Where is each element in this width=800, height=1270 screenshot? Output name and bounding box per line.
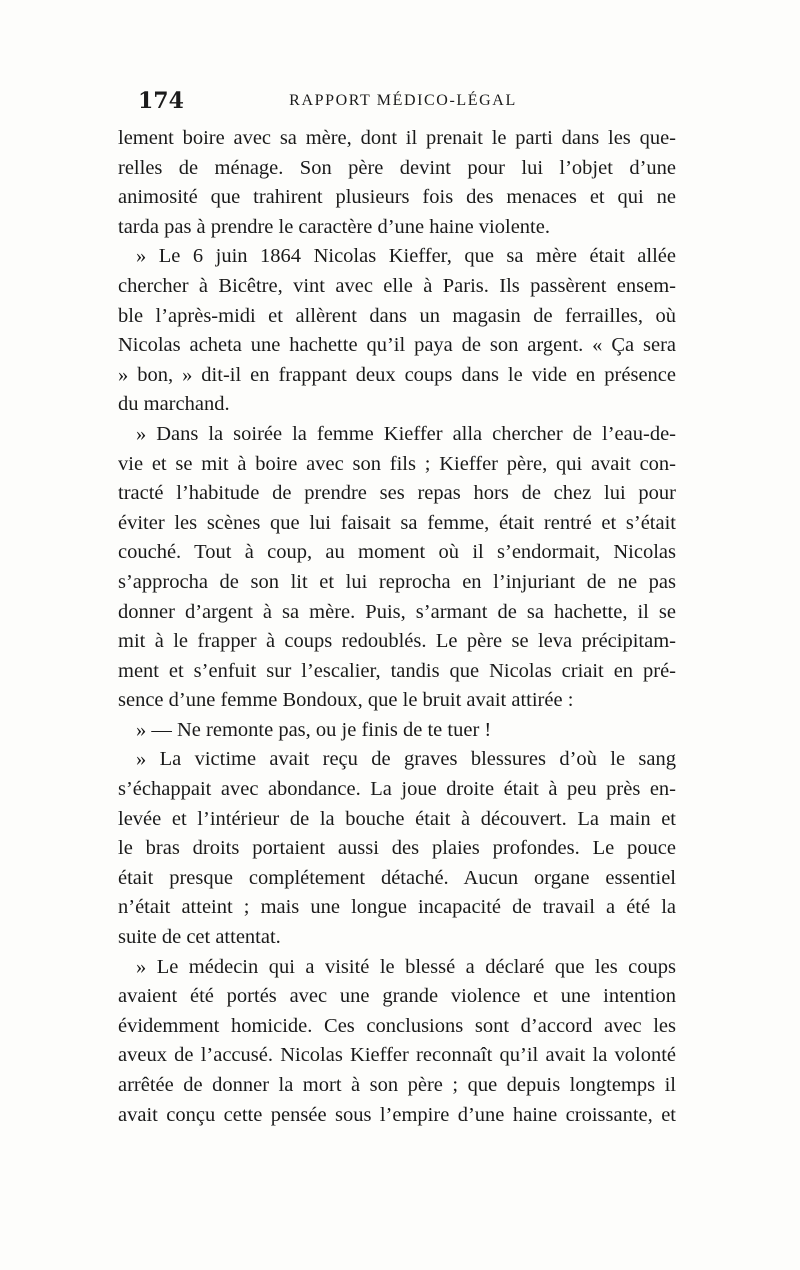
text-line: couché. Tout à coup, au moment où il s’endormait, Nicolas [118, 541, 676, 564]
text-line: Nicolas acheta une hachette qu’il paya de son argent. « Ça sera [118, 334, 676, 357]
text-line: vie et se mit à boire avec son fils ; Kieffer père, qui avait con- [118, 452, 676, 475]
body-text [118, 124, 676, 1130]
text-line: mit à le frapper à coups redoublés. Le père se leva précipitam- [118, 630, 676, 653]
running-title: RAPPORT MÉDICO-LÉGAL [289, 92, 517, 109]
text-line: avait conçu cette pensée sous l’empire d’une haine croissante, et [118, 1103, 676, 1126]
text-line: ment et s’enfuit sur l’escalier, tandis que Nicolas criait en pré- [118, 659, 676, 682]
text-line: éviter les scènes que lui faisait sa femme, était rentré et s’était [118, 511, 676, 534]
text-line: » Dans la soirée la femme Kieffer alla chercher de l’eau-de- [136, 422, 676, 445]
text-line: lement boire avec sa mère, dont il prenait le parti dans les que- [118, 127, 676, 149]
text-line: tracté l’habitude de prendre ses repas hors de chez lui pour [118, 482, 676, 505]
text-line: ble l’après-midi et allèrent dans un magasin de ferrailles, où [118, 304, 676, 327]
text-line: animosité que trahirent plusieurs fois des menaces et qui ne [118, 186, 676, 209]
page-header [138, 88, 668, 116]
text-line: évidemment homicide. Ces conclusions sont d’accord avec les [118, 1014, 676, 1037]
text-line: sence d’une femme Bondoux, que le bruit avait attirée : [118, 689, 574, 712]
text-line: tarda pas à prendre le caractère d’une haine violente. [118, 215, 550, 238]
text-line: » La victime avait reçu de graves blessures d’où le sang [136, 748, 676, 771]
text-line: n’était atteint ; mais une longue incapacité de travail a été la [118, 896, 676, 919]
text-line: levée et l’intérieur de la bouche était à découvert. La main et [118, 807, 676, 830]
text-line: » bon, » dit-il en frappant deux coups dans le vide en présence [118, 363, 676, 386]
text-line: était presque complétement détaché. Aucun organe essentiel [118, 866, 676, 889]
page-number: 174 [138, 88, 184, 114]
text-line: arrêtée de donner la mort à son père ; que depuis longtemps il [118, 1074, 676, 1096]
text-line: donner d’argent à sa mère. Puis, s’armant de sa hachette, il se [118, 600, 676, 623]
text-line: s’approcha de son lit et lui reprocha en l’injuriant de ne pas [118, 570, 676, 593]
text-line: aveux de l’accusé. Nicolas Kieffer reconnaît qu’il avait la volonté [118, 1044, 676, 1067]
text-line: avaient été portés avec une grande violence et une intention [118, 985, 676, 1008]
text-line: suite de cet attentat. [118, 926, 281, 949]
text-line: s’échappait avec abondance. La joue droite était à peu près en- [118, 778, 676, 801]
text-line: » Le médecin qui a visité le blessé a déclaré que les coups [136, 955, 676, 978]
text-line: chercher à Bicêtre, vint avec elle à Paris. Ils passèrent ensem- [118, 274, 676, 297]
text-line: du marchand. [118, 393, 230, 416]
text-line: le bras droits portaient aussi des plaies profondes. Le pouce [118, 837, 676, 860]
text-line: relles de ménage. Son père devint pour lui l’objet d’une [118, 156, 676, 179]
text-line: » — Ne remonte pas, ou je finis de te tuer ! [136, 718, 492, 741]
text-line: » Le 6 juin 1864 Nicolas Kieffer, que sa mère était allée [136, 245, 676, 268]
